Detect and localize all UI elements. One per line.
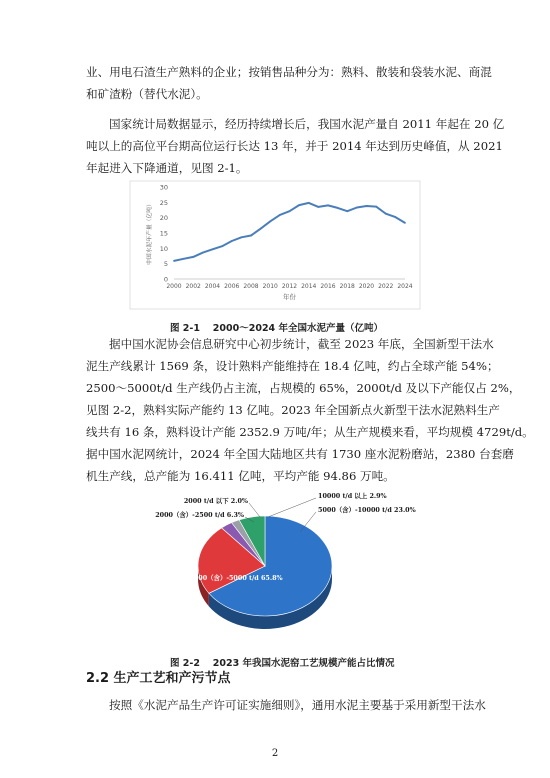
text-line: 线共有 16 条，熟料设计产能 2352.9 万吨/年；从生产规模来看，平均规模 4729t/d。	[86, 425, 534, 439]
kiln-scale-pie-chart	[150, 492, 416, 644]
data-point	[289, 210, 291, 212]
data-point	[298, 204, 300, 206]
x-tick-label: 2000	[166, 283, 182, 290]
text-line: 见图 2-2，熟料实际产能约 13 亿吨。2023 年全国新点火新型干法水泥熟料生产	[86, 403, 500, 417]
data-point	[385, 213, 387, 215]
text-line: 业、用电石渣生产熟料的企业；按销售品种分为：熟料、散装和袋装水泥、商混	[86, 65, 492, 79]
y-tick-label: 10	[159, 244, 168, 253]
x-tick-label: 2006	[224, 283, 240, 290]
y-tick-label: 5	[163, 260, 168, 269]
data-point	[260, 228, 262, 230]
data-point	[240, 236, 242, 238]
y-tick-label: 30	[159, 183, 168, 192]
data-point	[202, 252, 204, 254]
data-point	[404, 222, 406, 224]
data-point	[375, 206, 377, 208]
x-tick-label: 2018	[339, 283, 355, 290]
y-axis-label: 中国水泥年产量（亿吨）	[147, 201, 153, 265]
paragraph-cement-output	[86, 113, 505, 179]
text-line: 吨以上的高位平台期高位运行长达 13 年，并于 2014 年达到历史峰值，从 2021	[86, 139, 503, 153]
text-line: 和矿渣粉（替代水泥）。	[86, 87, 208, 101]
x-axis-label: 年份	[283, 293, 296, 301]
text-line: 国家统计局数据显示，经历持续增长后，我国水泥产量自 2011 年起在 20 亿	[109, 117, 505, 131]
data-point	[173, 260, 175, 262]
x-tick-label: 2012	[281, 283, 298, 290]
data-point	[221, 245, 223, 247]
text-line: 年起进入下降通道，见图 2-1。	[86, 161, 248, 175]
x-tick-label: 2004	[204, 283, 221, 290]
pie-leader-line	[268, 498, 316, 517]
text-line: 按照《水泥产品生产许可证实施细则》，通用水泥主要基于采用新型干法水	[109, 698, 486, 712]
y-tick-label: 25	[159, 198, 168, 207]
x-tick-label: 2016	[320, 283, 336, 290]
y-tick-label: 0	[163, 275, 168, 284]
paragraph-process	[86, 694, 486, 716]
data-point	[250, 235, 252, 237]
data-point	[337, 207, 339, 209]
data-point	[346, 210, 348, 212]
x-tick-label: 2014	[301, 283, 317, 290]
data-point	[183, 258, 185, 260]
figure-2-1-caption: 图 2-1 2000～2024 年全国水泥产量（亿吨）	[170, 323, 383, 334]
x-tick-label: 2022	[378, 283, 394, 290]
pie-slice-label: 2000（含）-2500 t/d 6.3%	[155, 511, 244, 519]
data-point	[279, 214, 281, 216]
data-point	[366, 205, 368, 207]
section-heading: 2.2 生产工艺和产污节点	[86, 671, 231, 686]
x-tick-label: 2008	[243, 283, 259, 290]
figure-2-1	[130, 181, 420, 309]
pie-slice-label: 2500（含）-5000 t/d 65.8%	[189, 574, 283, 582]
text-line: 机生产线，总产能为 16.411 亿吨，平均产能 94.86 万吨。	[86, 469, 395, 483]
figure-2-2-caption: 图 2-2 2023 年我国水泥窑工艺规模产能占比情况	[170, 658, 395, 669]
y-tick-label: 15	[159, 229, 168, 238]
data-point	[327, 205, 329, 207]
data-point	[269, 220, 271, 222]
y-tick-label: 20	[159, 214, 168, 223]
data-point	[231, 240, 233, 242]
pie-slice-label: 10000 t/d 以上 2.9%	[318, 492, 387, 500]
figure-2-2	[150, 492, 416, 644]
pie-leader-line	[249, 503, 260, 517]
data-point	[212, 248, 214, 250]
data-point	[356, 207, 358, 209]
x-tick-label: 2002	[185, 283, 201, 290]
text-line: 据中国水泥协会信息研究中心初步统计，截至 2023 年底，全国新型干法水	[109, 337, 494, 351]
data-point	[317, 206, 319, 208]
pie-slice-label: 5000（含）-10000 t/d 23.0%	[318, 506, 416, 514]
cement-output-line-chart	[130, 181, 420, 309]
data-point	[394, 216, 396, 218]
page-number: 2	[271, 748, 279, 759]
text-line: 泥生产线累计 1569 条，设计熟料产能维持在 18.4 亿吨，约占全球产能 54%；	[86, 359, 499, 373]
paragraph-production-lines	[86, 333, 534, 487]
x-tick-label: 2020	[358, 283, 375, 290]
data-point	[192, 256, 194, 258]
text-line: 2500～5000t/d 生产线仍占主流，占规模的 65%，2000t/d 及以下产能仅占 2%，	[86, 381, 521, 395]
x-tick-label: 2024	[397, 283, 413, 290]
text-line: 据中国水泥网统计，2024 年全国大陆地区共有 1730 座水泥粉磨站，2380 台套磨	[86, 447, 514, 461]
x-tick-label: 2010	[262, 283, 278, 290]
paragraph-sales-categories	[86, 61, 492, 105]
pie-slice-label: 2000 t/d 以下 2.0%	[183, 497, 248, 505]
data-point	[308, 202, 310, 204]
